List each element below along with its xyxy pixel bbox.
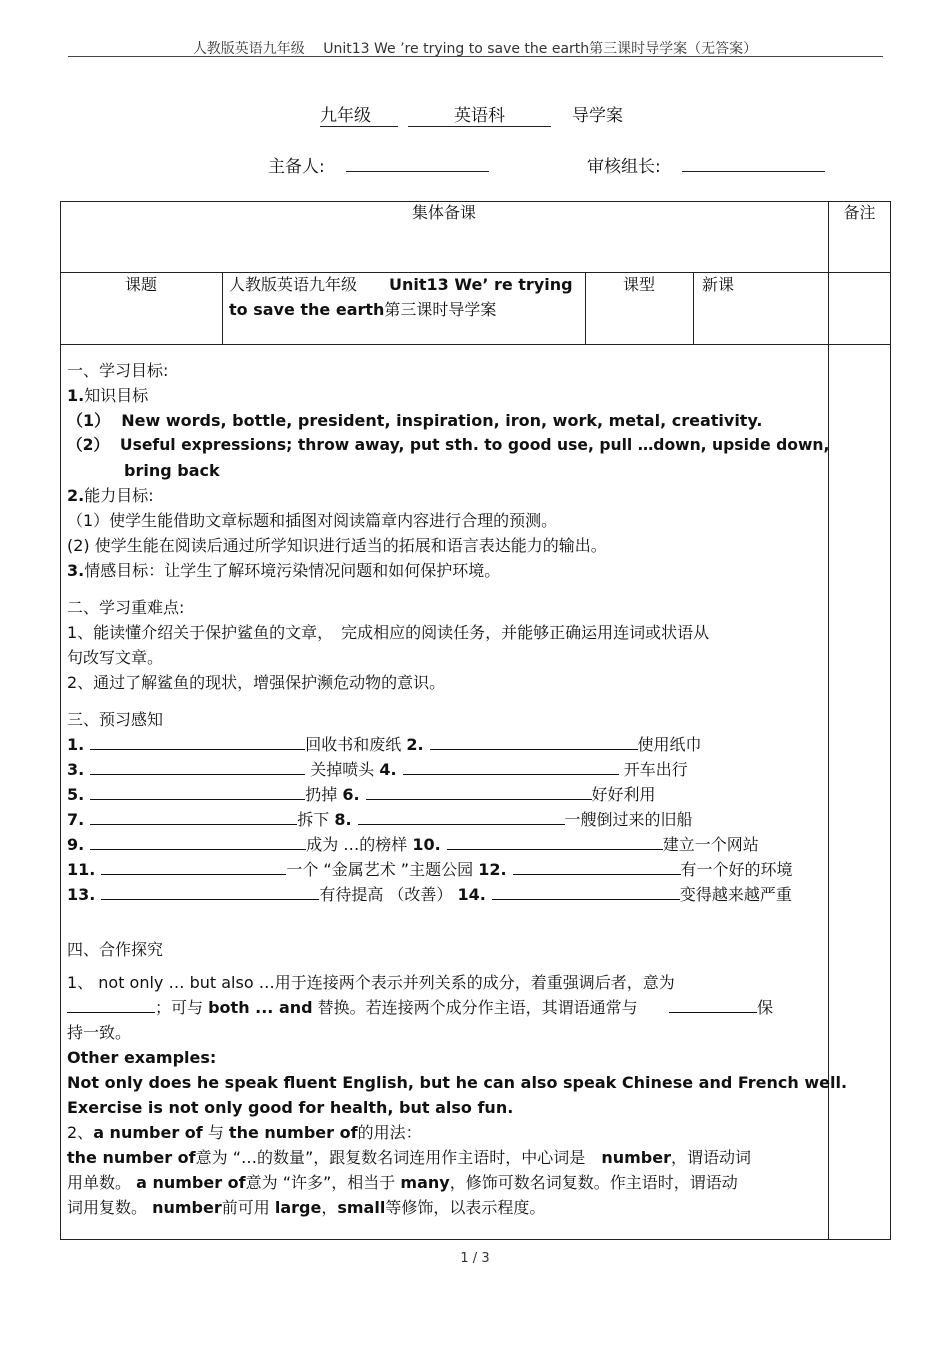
preview-hint: 回收书和废纸 <box>305 735 407 754</box>
preview-number: 14. <box>457 885 486 904</box>
preview-hint: 有一个好的环境 <box>680 860 793 879</box>
col-divider-1 <box>222 272 223 344</box>
preview-hint: 关掉喷头 <box>305 760 380 779</box>
explore-2-line3: 词用复数。 number前可用 large，small等修饰，以表示程度。 <box>67 1198 546 1217</box>
section-1-title: 一、学习目标: <box>67 361 169 380</box>
answer-blank[interactable] <box>101 857 286 875</box>
preview-number: 1. <box>67 735 85 754</box>
topic-line1-cn: 人教版英语九年级 <box>229 275 358 294</box>
doc-type-label: 导学案 <box>572 106 623 126</box>
row-divider-2 <box>60 344 891 345</box>
answer-blank[interactable] <box>358 807 565 825</box>
explore-1-line1: 1、 not only … but also …用于连接两个表示并列关系的成分，着重强调后者，意为 <box>67 973 675 992</box>
remarks-heading: 备注 <box>843 203 876 222</box>
preview-item <box>67 882 827 907</box>
answer-blank[interactable] <box>67 995 155 1013</box>
emotion-goal: 3.情感目标：让学生了解环境污染情况问题和如何保护环境。 <box>67 561 501 580</box>
preview-item <box>67 757 827 782</box>
explore-2-line1: the number of意为 “…的数量”，跟复数名词连用作主语时，中心词是 number，谓语动词 <box>67 1148 751 1167</box>
type-value: 新课 <box>702 275 735 294</box>
preview-hint: 变得越来越严重 <box>679 885 792 904</box>
preview-item <box>67 832 827 857</box>
section-3-title: 三、预习感知 <box>67 710 164 729</box>
example-2: Exercise is not only good for health, but also fun. <box>67 1098 514 1117</box>
explore-2-title: 2、a number of 与 the number of的用法： <box>67 1123 422 1142</box>
preview-number: 13. <box>67 885 96 904</box>
main-preparer-blank <box>346 171 489 172</box>
preview-number: 10. <box>412 835 441 854</box>
main-preparer-label: 主备人: <box>268 157 325 177</box>
answer-blank[interactable] <box>90 782 305 800</box>
preview-item <box>67 807 827 832</box>
preview-hint: 开车出行 <box>618 760 688 779</box>
answer-blank[interactable] <box>430 732 638 750</box>
grade-label: 九年级 <box>320 101 398 127</box>
reviewer-blank <box>682 171 825 172</box>
page-number: 1 / 3 <box>460 1251 490 1266</box>
topic-value <box>229 272 583 322</box>
type-label: 课型 <box>622 275 655 294</box>
preview-number: 3. <box>67 760 85 779</box>
topic-line2-en: to save the earth <box>229 300 385 319</box>
preview-hint: 扔掉 <box>305 785 343 804</box>
answer-blank[interactable] <box>447 832 663 850</box>
preview-number: 5. <box>67 785 85 804</box>
topic-line2-cn: 第三课时导学案 <box>384 300 497 319</box>
preview-number: 11. <box>67 860 96 879</box>
answer-blank[interactable] <box>90 807 297 825</box>
preview-hint: 成为 …的榜样 <box>306 835 413 854</box>
preview-list <box>67 732 827 907</box>
preview-number: 4. <box>379 760 397 779</box>
preview-hint: 一个 “金属艺术 ”主题公园 <box>286 860 479 879</box>
preview-number: 2. <box>406 735 424 754</box>
explore-1-line3: 持一致。 <box>67 1023 132 1042</box>
group-prep-heading: 集体备课 <box>411 203 476 222</box>
key-point-1: 1、能读懂介绍关于保护鲨鱼的文章， 完成相应的阅读任务，并能够正确运用连词或状语从 <box>67 623 710 642</box>
preview-hint: 好好利用 <box>591 785 656 804</box>
key-point-1-cont: 句改写文章。 <box>67 648 164 667</box>
col-divider-3 <box>693 272 694 344</box>
preview-number: 7. <box>67 810 85 829</box>
preview-item <box>67 857 827 882</box>
preview-item <box>67 732 827 757</box>
answer-blank[interactable] <box>90 732 305 750</box>
preview-number: 8. <box>334 810 352 829</box>
knowledge-goal-2-cont: bring back <box>124 461 220 480</box>
knowledge-goal-2: （2） Useful expressions; throw away, put sth. to good use, pull …down, upside down, <box>67 436 830 454</box>
answer-blank[interactable] <box>101 882 319 900</box>
explore-2-line2: 用单数。 a number of意为 “许多”，相当于 many，修饰可数名词复数。作主语时，谓语动 <box>67 1173 738 1192</box>
preview-hint: 一艘倒过来的旧船 <box>564 810 693 829</box>
topic-label: 课题 <box>124 275 157 294</box>
ability-goal-2: (2) 使学生能在阅读后通过所学知识进行适当的拓展和语言表达能力的输出。 <box>67 536 607 555</box>
preview-hint: 拆下 <box>297 810 335 829</box>
header-rule <box>68 56 883 57</box>
knowledge-goal-1: （1） New words, bottle, president, inspiration, iron, work, metal, creativity. <box>67 411 763 430</box>
section-4-title: 四、合作探究 <box>67 940 164 959</box>
topic-line1-en: Unit13 We’ re trying <box>389 275 573 294</box>
answer-blank[interactable] <box>513 857 681 875</box>
preview-number: 6. <box>342 785 360 804</box>
preview-number: 12. <box>478 860 507 879</box>
answer-blank[interactable] <box>366 782 592 800</box>
answer-blank[interactable] <box>403 757 619 775</box>
answer-blank[interactable] <box>90 832 306 850</box>
preview-hint: 使用纸巾 <box>637 735 702 754</box>
preview-hint: 建立一个网站 <box>662 835 759 854</box>
preview-item <box>67 782 827 807</box>
other-examples-label: Other examples: <box>67 1048 217 1067</box>
preview-hint: 有待提高 （改善） <box>319 885 458 904</box>
page-header: 人教版英语九年级 Unit13 We ’re trying to save the earth第三课时导学案（无答案） <box>192 41 758 57</box>
example-1: Not only does he speak fluent English, but he can also speak Chinese and French well. <box>67 1073 848 1092</box>
answer-blank[interactable] <box>492 882 680 900</box>
ability-goal-1: （1）使学生能借助文章标题和插图对阅读篇章内容进行合理的预测。 <box>67 511 558 530</box>
explore-1-line2: ；可与 both ... and 替换。若连接两个成分作主语，其谓语通常与 保 <box>67 995 827 1020</box>
subject-label: 英语科 <box>408 101 551 127</box>
preview-number: 9. <box>67 835 85 854</box>
section-2-title: 二、学习重难点: <box>67 598 185 617</box>
ability-goal: 2.能力目标: <box>67 486 154 505</box>
answer-blank[interactable] <box>669 995 757 1013</box>
knowledge-goal: 1.知识目标 <box>67 386 149 405</box>
key-point-2: 2、通过了解鲨鱼的现状，增强保护濒危动物的意识。 <box>67 673 446 692</box>
reviewer-label: 审核组长: <box>587 157 661 177</box>
answer-blank[interactable] <box>90 757 305 775</box>
lesson-content <box>67 358 848 1220</box>
